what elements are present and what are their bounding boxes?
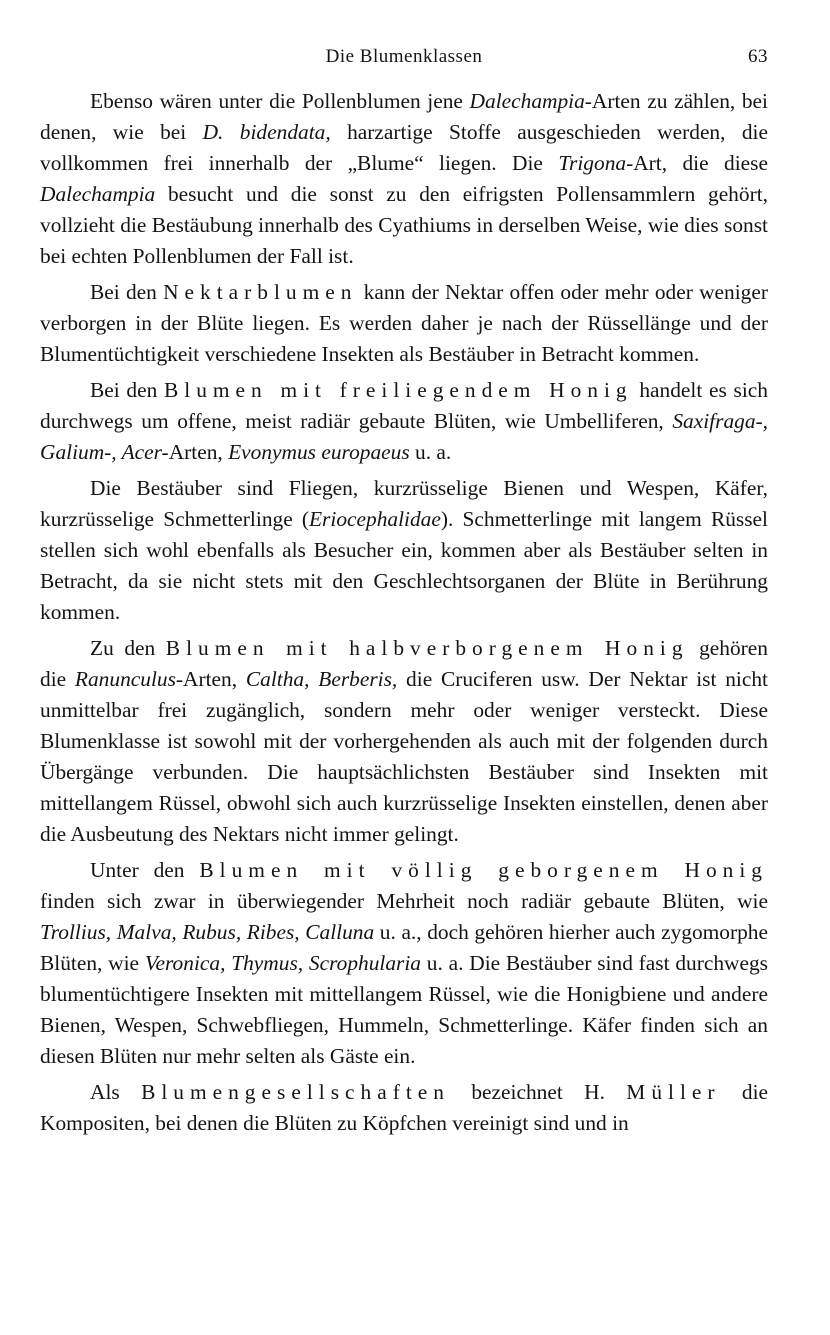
paragraph-6: Unter den Blumen mit völlig geborgenem Honig finden sich zwar in überwiegender Mehrheit noch radiär gebaute Blüten, wie Trollius, Malva, Rubus, Ribes, Calluna u. a., doch gehören hierher auch zygomorphe Blüten, wie Veronica, Thymus, Scrophularia u. a. Die Bestäuber sind fast durchwegs blumentüchtigere Insekten mit mittellangem Rüssel, wie die Honigbiene und andere Bienen, Wespen, Schwebfliegen, Hummeln, Schmetterlinge. Käfer finden sich an diesen Blüten nur mehr selten als Gäste ein. <box>40 858 769 1068</box>
spaced-term: Blumen mit völlig geborgenem Honig <box>199 858 768 882</box>
running-title: Die Blumenklassen <box>325 46 483 67</box>
page-number: 63 <box>748 46 768 67</box>
page-header <box>40 46 768 86</box>
paragraph-1: Ebenso wären unter die Pollenblumen jene Dalechampia-Arten zu zählen, bei denen, wie bei D. bidendata, harzartige Stoffe ausgeschieden werden, die vollkommen frei innerhalb der „Blume“ liegen. Die Trigona-Art, die diese Dalechampia besucht und die sonst zu den eifrigsten Pollensammlern gehört, vollzieht die Bestäubung innerhalb des Cyathiums in derselben Weise, wie dies sonst bei echten Pollenblumen der Fall ist. <box>40 89 768 268</box>
paragraph-5: Zu den Blumen mit halbverborgenem Honig gehören die Ranunculus-Arten, Caltha, Berberis, die Cruciferen usw. Der Nektar ist nicht unmittelbar frei zugänglich, sondern mehr oder weniger versteckt. Diese Blumenklasse ist sowohl mit der vorhergehenden als auch mit der folgenden durch Übergänge verbunden. Die hauptsächlichsten Bestäuber sind Insekten mit mittellangem Rüssel, obwohl sich auch kurzrüsselige Insekten einstellen, denen aber die Ausbeutung des Nektars nicht immer gelingt. <box>40 636 768 846</box>
paragraph-4: Die Bestäuber sind Fliegen, kurzrüsselige Bienen und Wespen, Käfer, kurzrüsselige Schmetterlinge (Eriocephalidae). Schmetterlinge mit langem Rüssel stellen sich wohl ebenfalls als Besucher ein, kommen aber als Bestäuber selten in Betracht, da sie nicht stets mit den Geschlechtsorganen der Blüte in Berührung kommen. <box>40 476 768 624</box>
spaced-term: Blumengesellschaften <box>141 1080 450 1104</box>
paragraph-2: Bei den Nektarblumen kann der Nektar offen oder mehr oder weniger verborgen in der Blüte liegen. Es werden daher je nach der Rüssellänge und der Blumentüchtigkeit verschiedene Insekten als Bestäuber in Betracht kommen. <box>40 280 768 366</box>
spaced-term: Blumen mit freiliegendem Honig <box>164 378 633 402</box>
spaced-name: Müller <box>626 1080 721 1104</box>
page-body <box>40 86 768 1139</box>
spaced-term: Blumen mit halbverborgenem Honig <box>165 636 689 660</box>
paragraph-3: Bei den Blumen mit freiliegendem Honig handelt es sich durchwegs um offene, meist radiär gebaute Blüten, wie Umbelliferen, Saxifraga-, Galium-, Acer-Arten, Evonymus europaeus u. a. <box>40 378 768 464</box>
spaced-term: Nektarblumen <box>163 280 358 304</box>
paragraph-7: Als Blumengesellschaften bezeichnet H. Müller die Kompositen, bei denen die Blüten zu Köpfchen vereinigt sind und in <box>40 1080 769 1135</box>
